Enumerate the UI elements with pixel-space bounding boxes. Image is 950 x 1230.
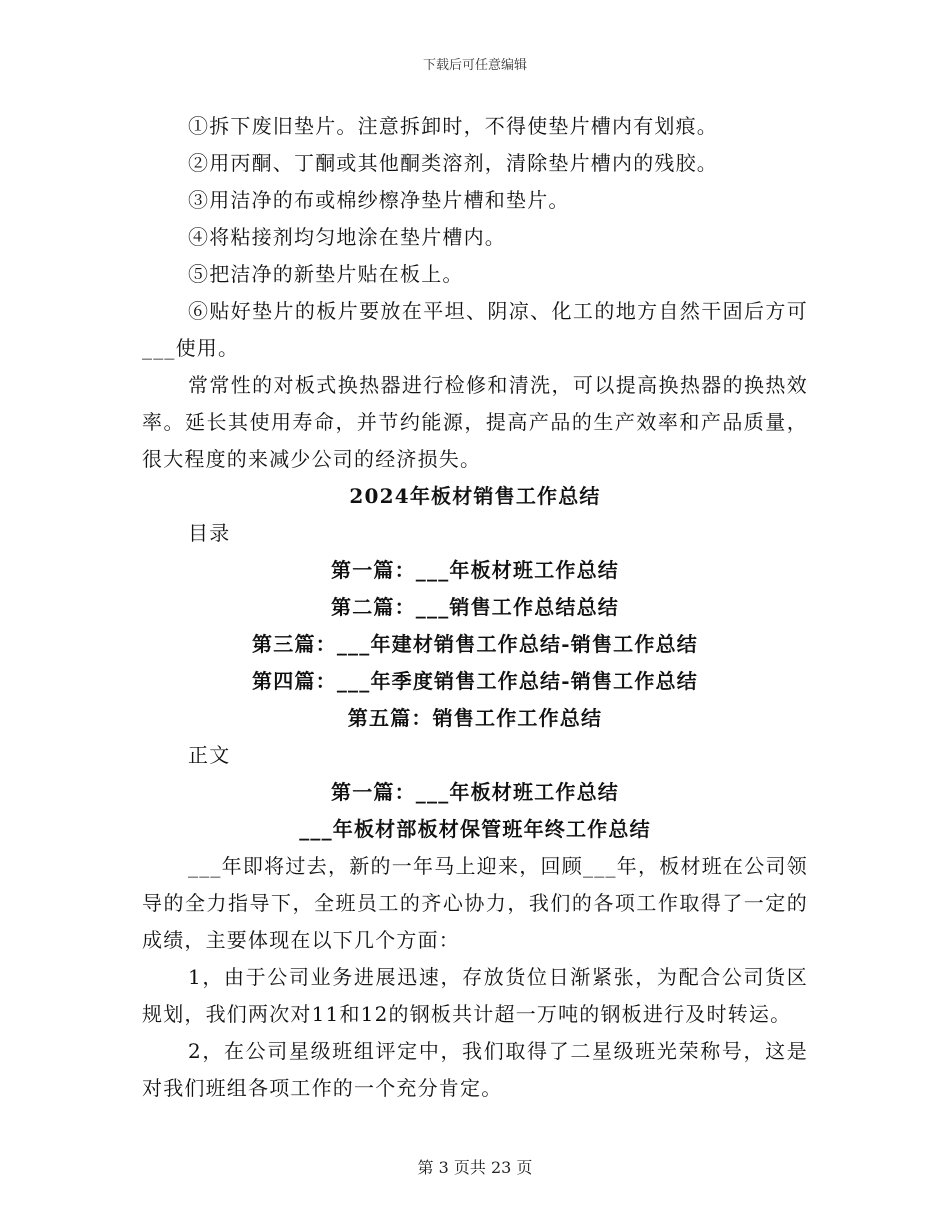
document-body [142, 108, 808, 1107]
section-1-subtitle: ___年板材部板材保管班年终工作总结 [299, 817, 651, 841]
toc-heading: 目录 [188, 521, 231, 545]
toc-item-5: 第五篇：销售工作工作总结 [347, 706, 603, 730]
page-footer: 第 3 页共 23 页 [417, 1158, 533, 1177]
page-header: 下载后可任意编辑 [422, 58, 527, 73]
step-6-paragraph: ⑥贴好垫片的板片要放在平坦、阴凉、化工的地方自然干固后方可___使用。 [142, 299, 808, 360]
toc-item-2: 第二篇：___销售工作总结总结 [331, 595, 619, 619]
body-heading: 正文 [188, 743, 231, 767]
document-title: 2024年板材销售工作总结 [349, 484, 601, 508]
step-5-paragraph: ⑤把洁净的新垫片贴在板上。 [188, 262, 464, 286]
section-1-title: 第一篇：___年板材班工作总结 [331, 780, 619, 804]
step-2-paragraph: ②用丙酮、丁酮或其他酮类溶剂，清除垫片槽内的残胶。 [188, 151, 718, 175]
point-2-paragraph: 2，在公司星级班组评定中，我们取得了二星级班光荣称号，这是对我们班组各项工作的一个充分肯定。 [142, 1039, 808, 1100]
step-1-paragraph: ①拆下废旧垫片。注意拆卸时，不得使垫片槽内有划痕。 [188, 114, 718, 138]
toc-item-3: 第三篇：___年建材销售工作总结-销售工作总结 [252, 632, 698, 656]
toc-item-4: 第四篇：___年季度销售工作总结-销售工作总结 [252, 669, 698, 693]
intro-paragraph: ___年即将过去，新的一年马上迎来，回顾___年，板材班在公司领导的全力指导下，全班员工的齐心协力，我们的各项工作取得了一定的成绩，主要体现在以下几个方面： [142, 854, 808, 952]
point-1-paragraph: 1，由于公司业务进展迅速，存放货位日渐紧张，为配合公司货区规划，我们两次对11和12的钢板共计超一万吨的钢板进行及时转运。 [142, 965, 808, 1026]
step-4-paragraph: ④将粘接剂均匀地涂在垫片槽内。 [188, 225, 506, 249]
maintenance-summary-paragraph: 常常性的对板式换热器进行检修和清洗，可以提高换热器的换热效率。延长其使用寿命，并节约能源，提高产品的生产效率和产品质量，很大程度的来减少公司的经济损失。 [142, 373, 808, 471]
toc-item-1: 第一篇：___年板材班工作总结 [331, 558, 619, 582]
step-3-paragraph: ③用洁净的布或棉纱檫净垫片槽和垫片。 [188, 188, 570, 212]
